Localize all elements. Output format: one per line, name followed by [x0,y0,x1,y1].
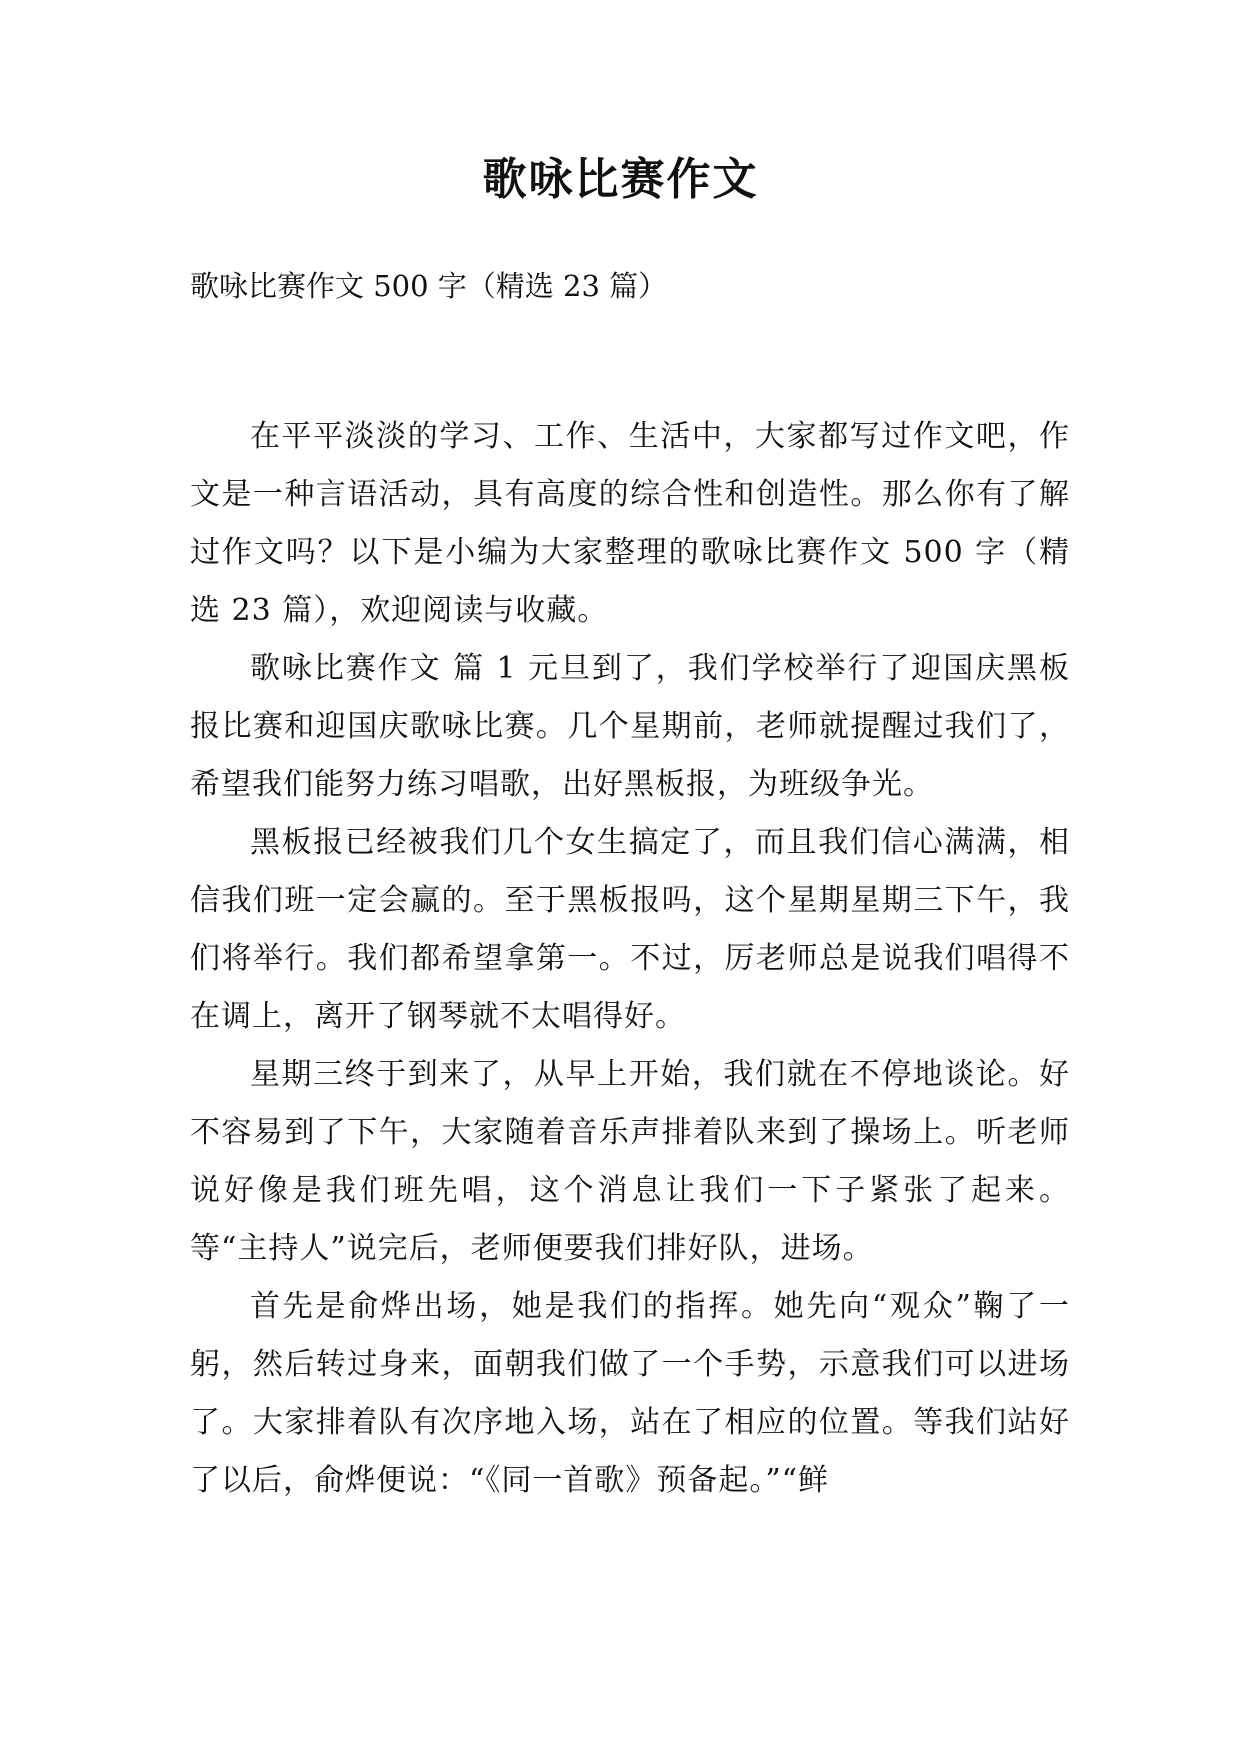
document-body [190,408,1070,1510]
document-subtitle: 歌咏比赛作文 500 字（精选 23 篇） [190,269,668,303]
intro-paragraph: 在平平淡淡的学习、工作、生活中，大家都写过作文吧，作文是一种言语活动，具有高度的综合性和创造性。那么你有了解过作文吗？以下是小编为大家整理的歌咏比赛作文 500 字（精选 23 篇），欢迎阅读与收藏。 [190,419,1070,628]
body-paragraph: 黑板报已经被我们几个女生搞定了，而且我们信心满满，相信我们班一定会赢的。至于黑板报吗，这个星期星期三下午，我们将举行。我们都希望拿第一。不过，厉老师总是说我们唱得不在调上，离开了钢琴就不太唱得好。 [190,825,1070,1034]
body-paragraph: 星期三终于到来了，从早上开始，我们就在不停地谈论。好不容易到了下午，大家随着音乐声排着队来到了操场上。听老师说好像是我们班先唱，这个消息让我们一下子紧张了起来。等“主持人”说完后，老师便要我们排好队，进场。 [190,1057,1070,1266]
body-paragraph: 首先是俞烨出场，她是我们的指挥。她先向“观众”鞠了一躬，然后转过身来，面朝我们做了一个手势，示意我们可以进场了。大家排着队有次序地入场，站在了相应的位置。等我们站好了以后，俞烨便说：“《同一首歌》预备起。”“鲜 [190,1289,1070,1498]
body-paragraph: 歌咏比赛作文 篇 1 元旦到了，我们学校举行了迎国庆黑板报比赛和迎国庆歌咏比赛。几个星期前，老师就提醒过我们了，希望我们能努力练习唱歌，出好黑板报，为班级争光。 [190,651,1070,802]
document-title: 歌咏比赛作文 [482,154,759,205]
